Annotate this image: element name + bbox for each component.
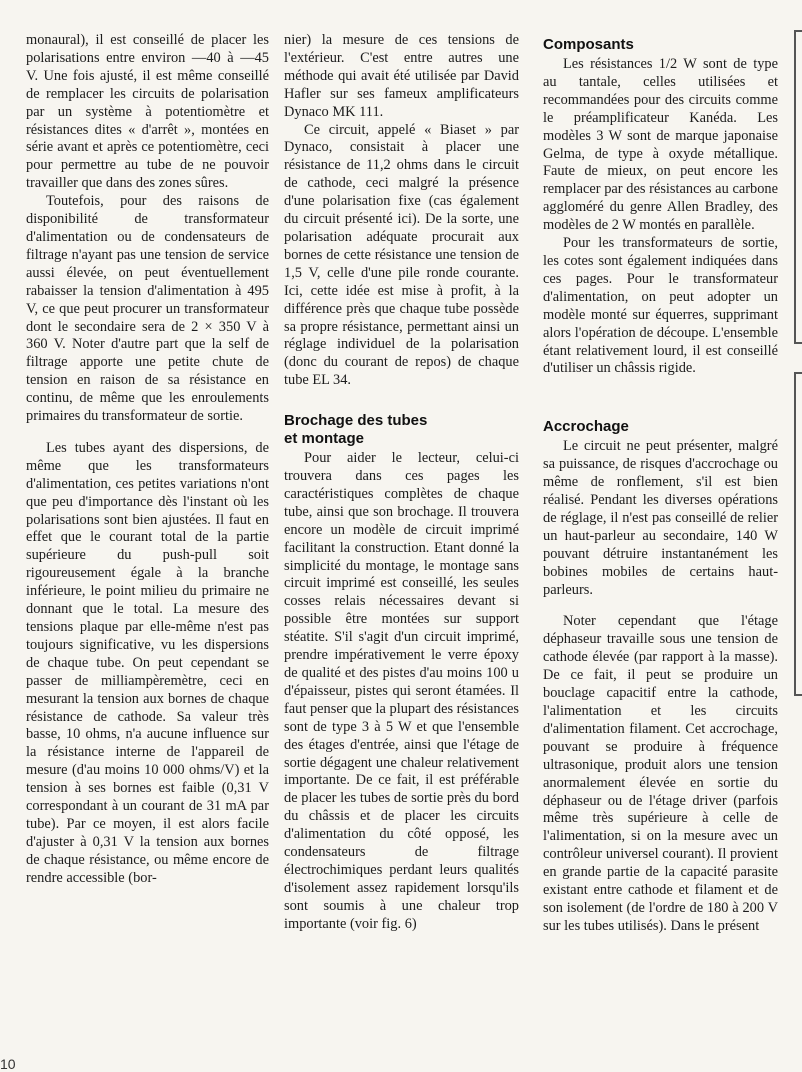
paragraph: Les résistances 1/2 W sont de type au tantale, celles utilisées et recommandées pour des circuits comme le préamplificateur Kanéda. Les modèles 3 W sont de marque japonaise Gelma, de type à oxyde métallique. Faute de mieux, on peut encore les remplacer par des résistances au carbone aggloméré du genre Allen Bradley, des modèles de 2 W montés en parallèle. <box>543 56 778 234</box>
paragraph: Noter cependant que l'étage déphaseur travaille sous une tension de cathode élevée (par rapport à la masse). De ce fait, il peut se produire un bouclage capacitif entre la cathode, l'alimentation et les circuits d'alimentation filament. Cet accrochage, pouvant se produire à fréquence ultrasonique, produit alors une tension anormalement élevée en sortie du déphaseur ou de l'étage driver (parfois même très supérieure à celle de l'alimentation, si on la mesure avec un contrôleur universel courant). Il provient en grande partie de la capacité parasite existant entre cathode et filament et de son isolement (de l'ordre de 180 à 200 V sur les tubes utilisés). Dans le présent <box>543 613 778 934</box>
text-column-2 <box>284 32 519 934</box>
section-heading-brochage: Brochage des tubes et montage <box>284 412 428 448</box>
text-column-1 <box>26 32 269 888</box>
adjacent-page-frame <box>794 30 802 344</box>
paragraph: Pour aider le lecteur, celui-ci trouvera dans ces pages les caractéristiques complètes de chaque tube, ainsi que son brochage. Il trouvera encore un modèle de circuit imprimé facilitant la construction. Etant donné la simplicité du montage, le montage sans circuit imprimé est conseillé, les seules cosses relais nécessaires devant si possible être montées sur support stéatite. S'il s'agit d'un circuit imprimé, prendre impérativement le verre époxy de qualité et des pistes d'au moins 100 u d'épaisseur, pistes qui seront étamées. Il faut penser que la plupart des résistances sont de type 3 à 5 W et que l'ensemble des étages d'entrée, ainsi que l'étage de sortie dégagent une chaleur relativement importante. De ce fait, il est préférable de placer les tubes de sortie près du bord du châssis et de placer les circuits d'alimentation du côté opposé, les condensateurs de filtrage électrochimiques perdant leurs qualités d'isolement assez rapidement lorsqu'ils sont soumis à une chaleur trop importante (voir fig. 6) <box>284 450 519 932</box>
page-number: 10 <box>0 1056 16 1072</box>
paragraph: Le circuit ne peut présenter, malgré sa puissance, de risques d'accrochage ou même de ronflement, s'il est bien réalisé. Pendant les diverses opérations de réglage, il n'est pas conseillé de relier un haut-parleur au secondaire, 140 W pouvant détruire instantanément les bobines mobiles de certains haut-parleurs. <box>543 438 778 598</box>
paragraph: Ce circuit, appelé « Biaset » par Dynaco, consistait à placer une résistance de 11,2 ohms dans le circuit de cathode, ceci malgré la présence d'une polarisation fixe (cas également du circuit présenté ici). De la sorte, une polarisation adéquate procurait aux bornes de cette résistance une tension de 1,5 V, celle d'une pile ronde courante. Ici, cette idée est mise à profit, à la différence près que chaque tube possède sa propre résistance, permettant ainsi un réglage individuel de la polarisation (donc du courant de repos) de chaque tube EL 34. <box>284 121 519 389</box>
paragraph: Pour les transformateurs de sortie, les cotes sont également indiquées dans ces pages. Pour le transformateur d'alimentation, on peut adopter un modèle monté sur équerres, supprimant alors l'opération de découpe. L'ensemble étant relativement lourd, il est conseillé d'utiliser un châssis rigide. <box>543 235 778 377</box>
adjacent-page-frame <box>794 372 802 696</box>
section-heading-composants: Composants <box>543 36 634 53</box>
paragraph: Les tubes ayant des dispersions, de même que les transformateurs d'alimentation, ces petites variations n'ont que peu d'importance dès l'instant où les polarisations sont bien ajustées. Il faut en effet que le courant total de la partie supérieure du push-pull soit rigoureusement égale à la branche inférieure, le point milieu du primaire ne donnant que le total. La mesure des tensions plaque par elle-même n'est pas toujours significative, vu les dispersions de chaque tube. On peut cependant se passer de milliampèremètre, ceci en mesurant la tension aux bornes de chaque résistance de cathode. Sa valeur très basse, 10 ohms, n'a aucune influence sur la résistance interne de l'appareil de mesure (d'au moins 10 000 ohms/V) et la tension à ses bornes est faible (0,31 V correspondant à un courant de 31 mA par tube). Par ce moyen, il est alors facile d'ajuster à 0,31 V la tension aux bornes de chaque résistance, ou même encore de rendre accessible (bor- <box>26 439 269 886</box>
paragraph: Toutefois, pour des raisons de disponibilité de transformateur d'alimentation ou de condensateurs de filtrage n'ayant pas une tension de service aussi élevée, on peut éventuellement rabaisser la tension d'alimentation à 495 V, ce que peut procurer un transformateur dont le secondaire sera de 2 × 350 V à 360 V. Noter d'autre part que la self de filtrage apporte une petite chute de tension en raison de sa résistance en continu, de même que les enroulements primaires du transformateur de sortie. <box>26 193 269 425</box>
paragraph: nier) la mesure de ces tensions de l'extérieur. C'est entre autres une méthode qui avait été utilisée par David Hafler sur ses fameux amplificateurs Dynaco MK 111. <box>284 32 519 120</box>
section-heading-accrochage: Accrochage <box>543 418 629 436</box>
paragraph: monaural), il est conseillé de placer les polarisations entre environ —40 à —45 V. Une fois ajusté, il est même conseillé de remplacer les circuits de polarisation par un système à potentiomètre et résistances dites « d'arrêt », montées en série avant et après ce potentiomètre, ceci pour permettre au tube de ne pouvoir travailler que dans des zones sûres. <box>26 32 269 192</box>
text-column-3 <box>543 36 778 936</box>
